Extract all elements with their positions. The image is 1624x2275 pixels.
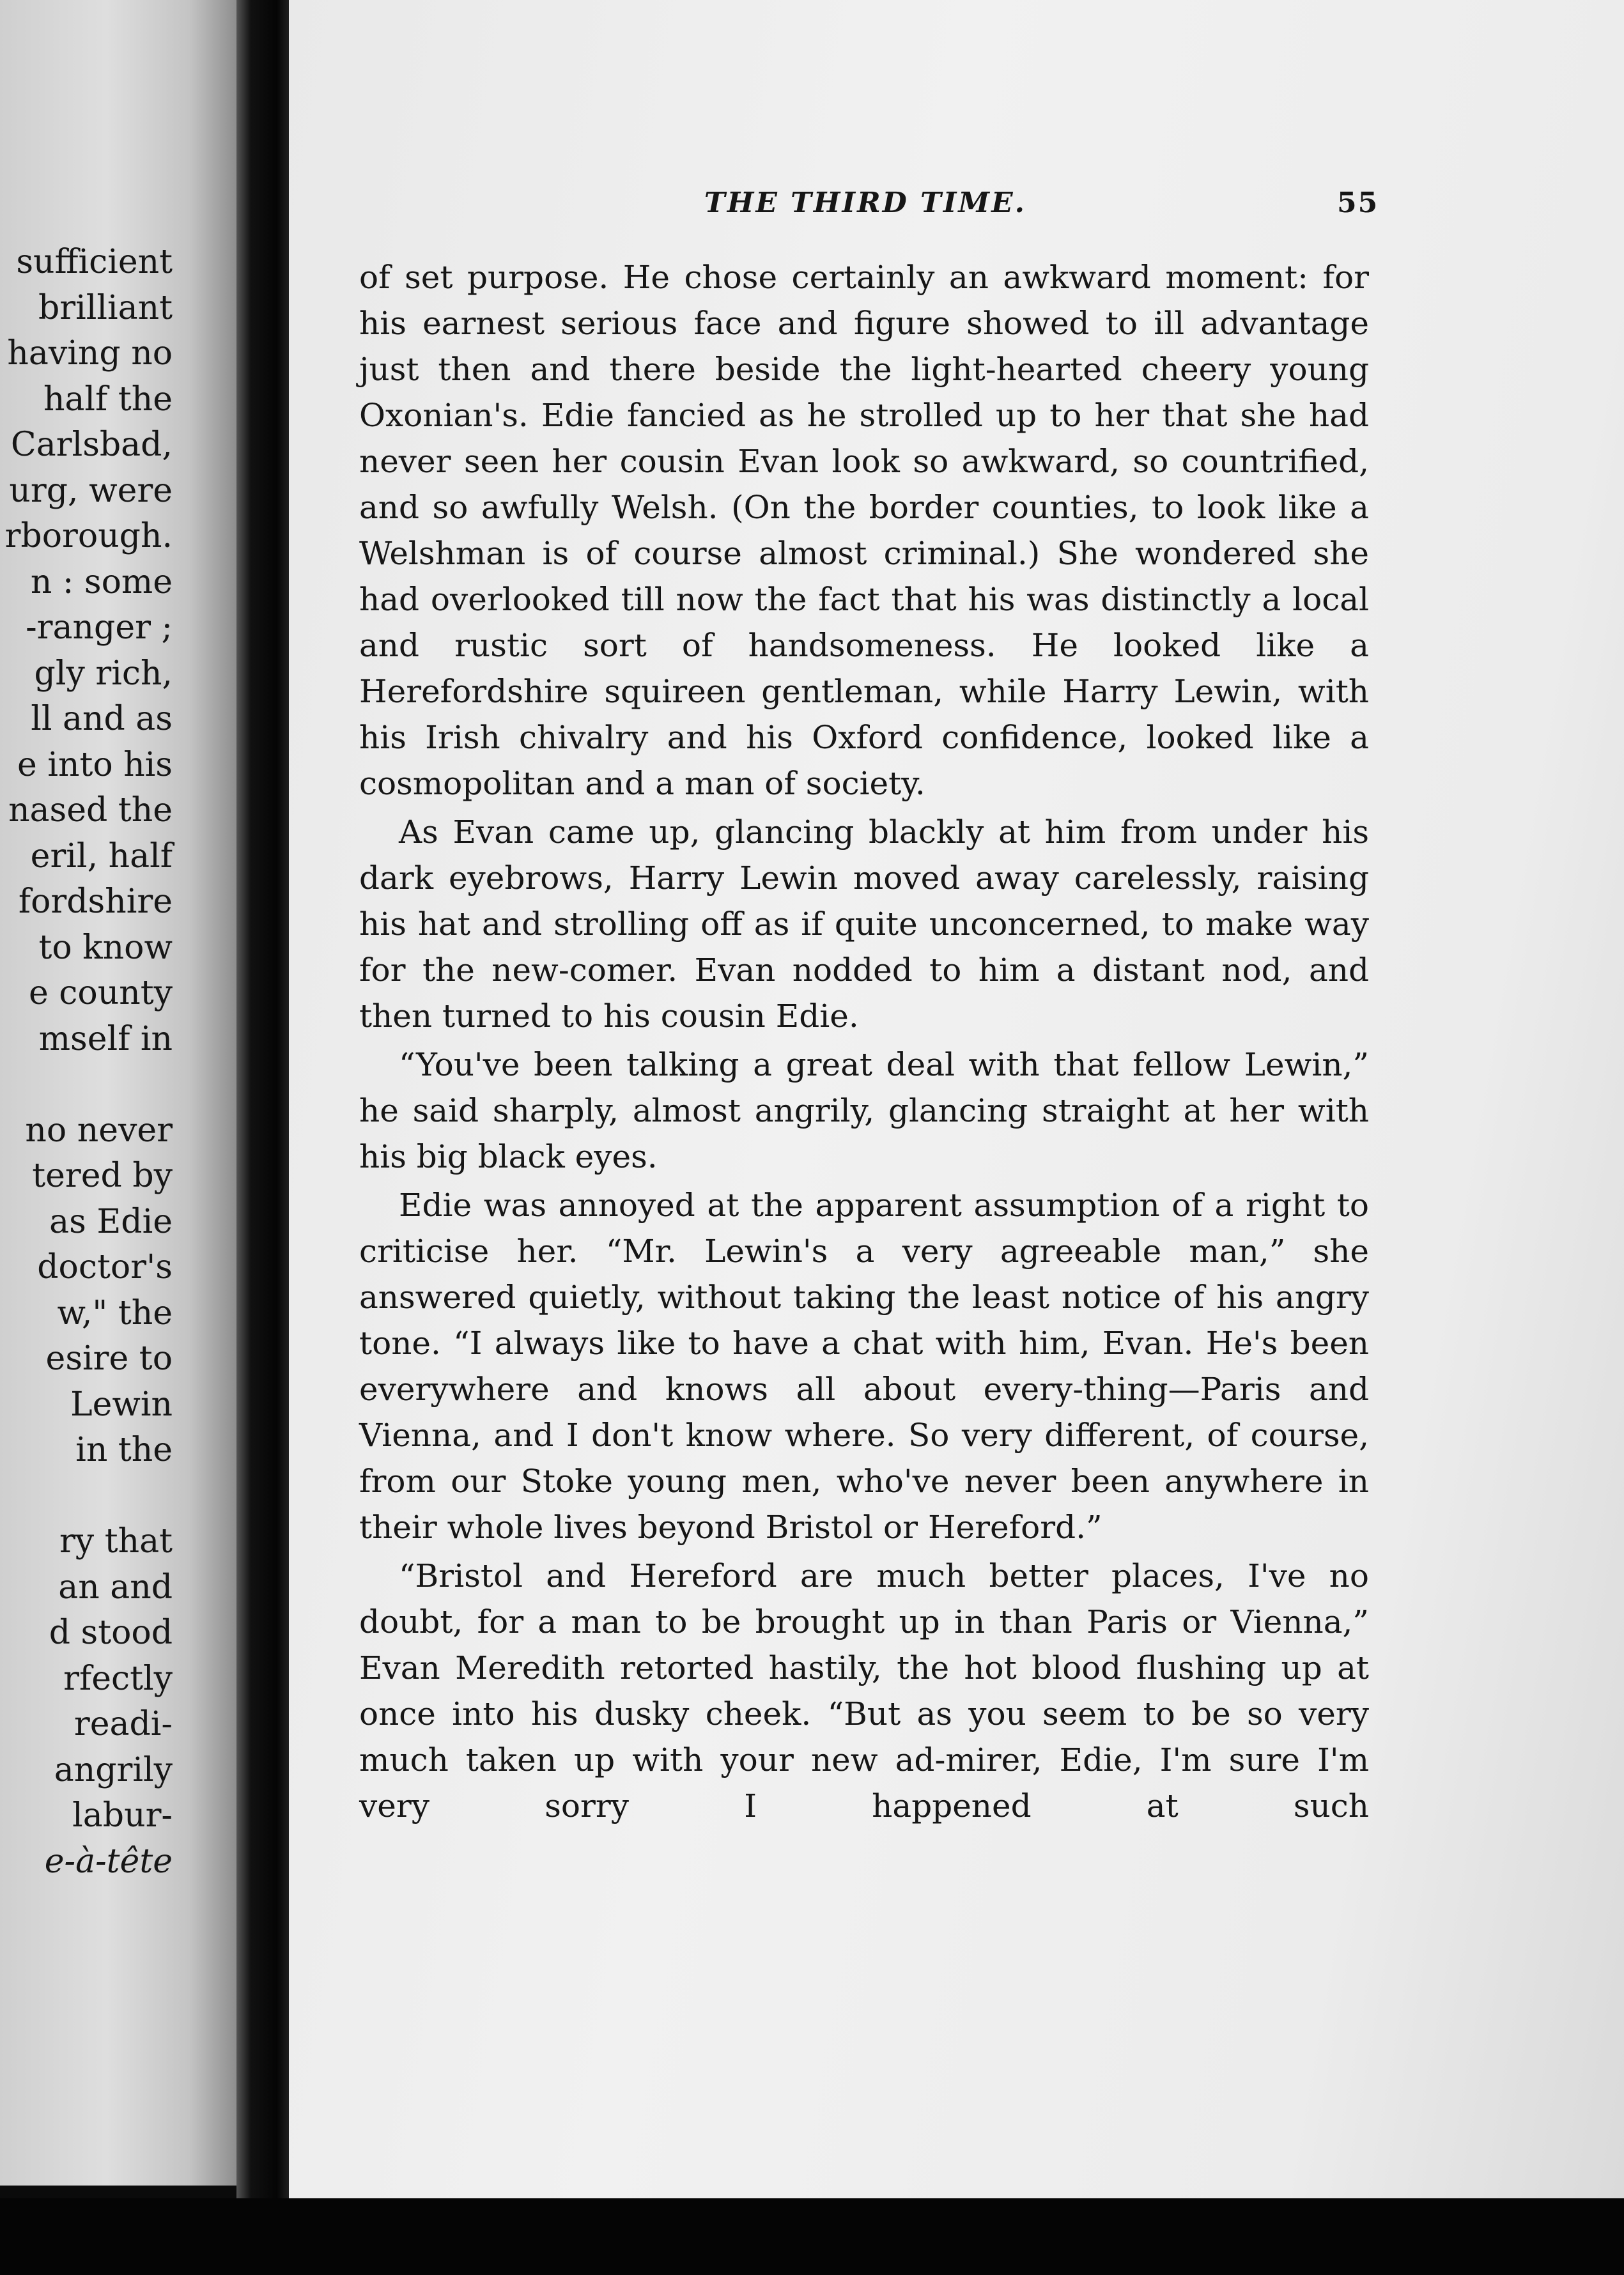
paragraph: of set purpose. He chose certainly an awkward moment: for his earnest serious face and figure showed to ill advantage just then and there beside the light-hearted cheery young Oxonian's. Edie fancied as he strolled up to her that she had never seen her cousin Evan look so awkward, so countrified, and so awfully Welsh. (On the border counties, to look like a Welshman is of course almost criminal.) She wondered she had overlooked till now the fact that his was distinctly a local and rustic sort of handsomeness. He looked like a Herefordshire squireen gentleman, while Harry Lewin, with his Irish chivalry and his Oxford confidence, looked like a cosmopolitan and a man of society. (359, 259, 1369, 802)
paragraph: As Evan came up, glancing blackly at him from under his dark eyebrows, Harry Lewin moved away carelessly, raising his hat and strolling off as if quite unconcerned, to make way for the new-comer. Evan nodded to him a distant nod, and then turned to his cousin Edie. (359, 814, 1369, 1035)
running-title: THE THIRD TIME. (704, 187, 1026, 219)
previous-page (0, 0, 236, 2186)
scan-border (0, 2198, 1624, 2275)
previous-page-line: fordshire (18, 883, 173, 921)
paragraph: “Bristol and Hereford are much better places, I've no doubt, for a man to be brought up in than Paris or Vienna,” Evan Meredith retorted hastily, the hot blood flushing up at once into his dusky cheek. “But as you seem to be so very much taken up with your new ad-mirer, Edie, I'm sure I'm very sorry I happened at such (359, 1557, 1369, 1824)
page-number: 55 (1337, 187, 1379, 219)
previous-page-line: Lewin (70, 1385, 173, 1424)
previous-page-line: no never (25, 1111, 173, 1150)
previous-page-line: labur- (72, 1796, 173, 1835)
previous-page-line: nased the (8, 791, 173, 829)
previous-page-line: readi- (73, 1705, 173, 1743)
previous-page-line: as Edie (49, 1202, 173, 1241)
previous-page-line: to know (38, 928, 173, 967)
previous-page-line: e into his (17, 745, 173, 784)
paragraph-gap (5, 1474, 173, 1520)
book-gutter (236, 0, 294, 2198)
previous-page-text (5, 240, 173, 1885)
paragraph-gap (5, 1062, 173, 1108)
previous-page-line: in the (75, 1431, 173, 1469)
paragraph: Edie was annoyed at the apparent assumption of a right to criticise her. “Mr. Lewin's a very agreeable man,” she answered quietly, without taking the least notice of his angry tone. “I always like to have a chat with him, Evan. He's been everywhere and knows all about every-thing—Paris and Vienna, and I don't know where. So very different, of course, from our Stoke young men, who've never been anywhere in their whole lives beyond Bristol or Hereford.” (359, 1187, 1369, 1546)
current-page (289, 0, 1624, 2198)
previous-page-line: ll and as (31, 700, 173, 738)
previous-page-line: e county (29, 974, 173, 1012)
previous-page-line: ry that (59, 1522, 173, 1561)
previous-page-line: brilliant (38, 288, 173, 327)
previous-page-line: d stood (49, 1614, 173, 1652)
previous-page-line: eril, half (30, 837, 173, 875)
previous-page-line: esire to (45, 1339, 173, 1378)
previous-page-line: rfectly (63, 1659, 173, 1698)
page-body (359, 254, 1369, 1829)
previous-page-line: mself in (38, 1019, 173, 1058)
paragraph: “You've been talking a great deal with that fellow Lewin,” he said sharply, almost angrily, glancing straight at her with his big black eyes. (359, 1046, 1369, 1175)
previous-page-line: Carlsbad, (10, 426, 173, 464)
previous-page-line: an and (58, 1568, 173, 1607)
previous-page-line: urg, were (9, 471, 173, 510)
previous-page-line: having no (7, 334, 173, 373)
previous-page-line: -ranger ; (26, 608, 173, 647)
previous-page-line: angrily (54, 1750, 173, 1789)
previous-page-line: rborough. (4, 517, 173, 555)
previous-page-line: tered by (32, 1157, 173, 1195)
previous-page-line: doctor's (37, 1248, 173, 1286)
previous-page-line: e-à-tête (44, 1842, 173, 1881)
previous-page-line: sufficient (16, 243, 173, 281)
previous-page-line: w," the (57, 1293, 173, 1332)
previous-page-line: gly rich, (34, 654, 173, 693)
previous-page-line: n : some (30, 562, 173, 601)
previous-page-line: half the (43, 380, 173, 419)
